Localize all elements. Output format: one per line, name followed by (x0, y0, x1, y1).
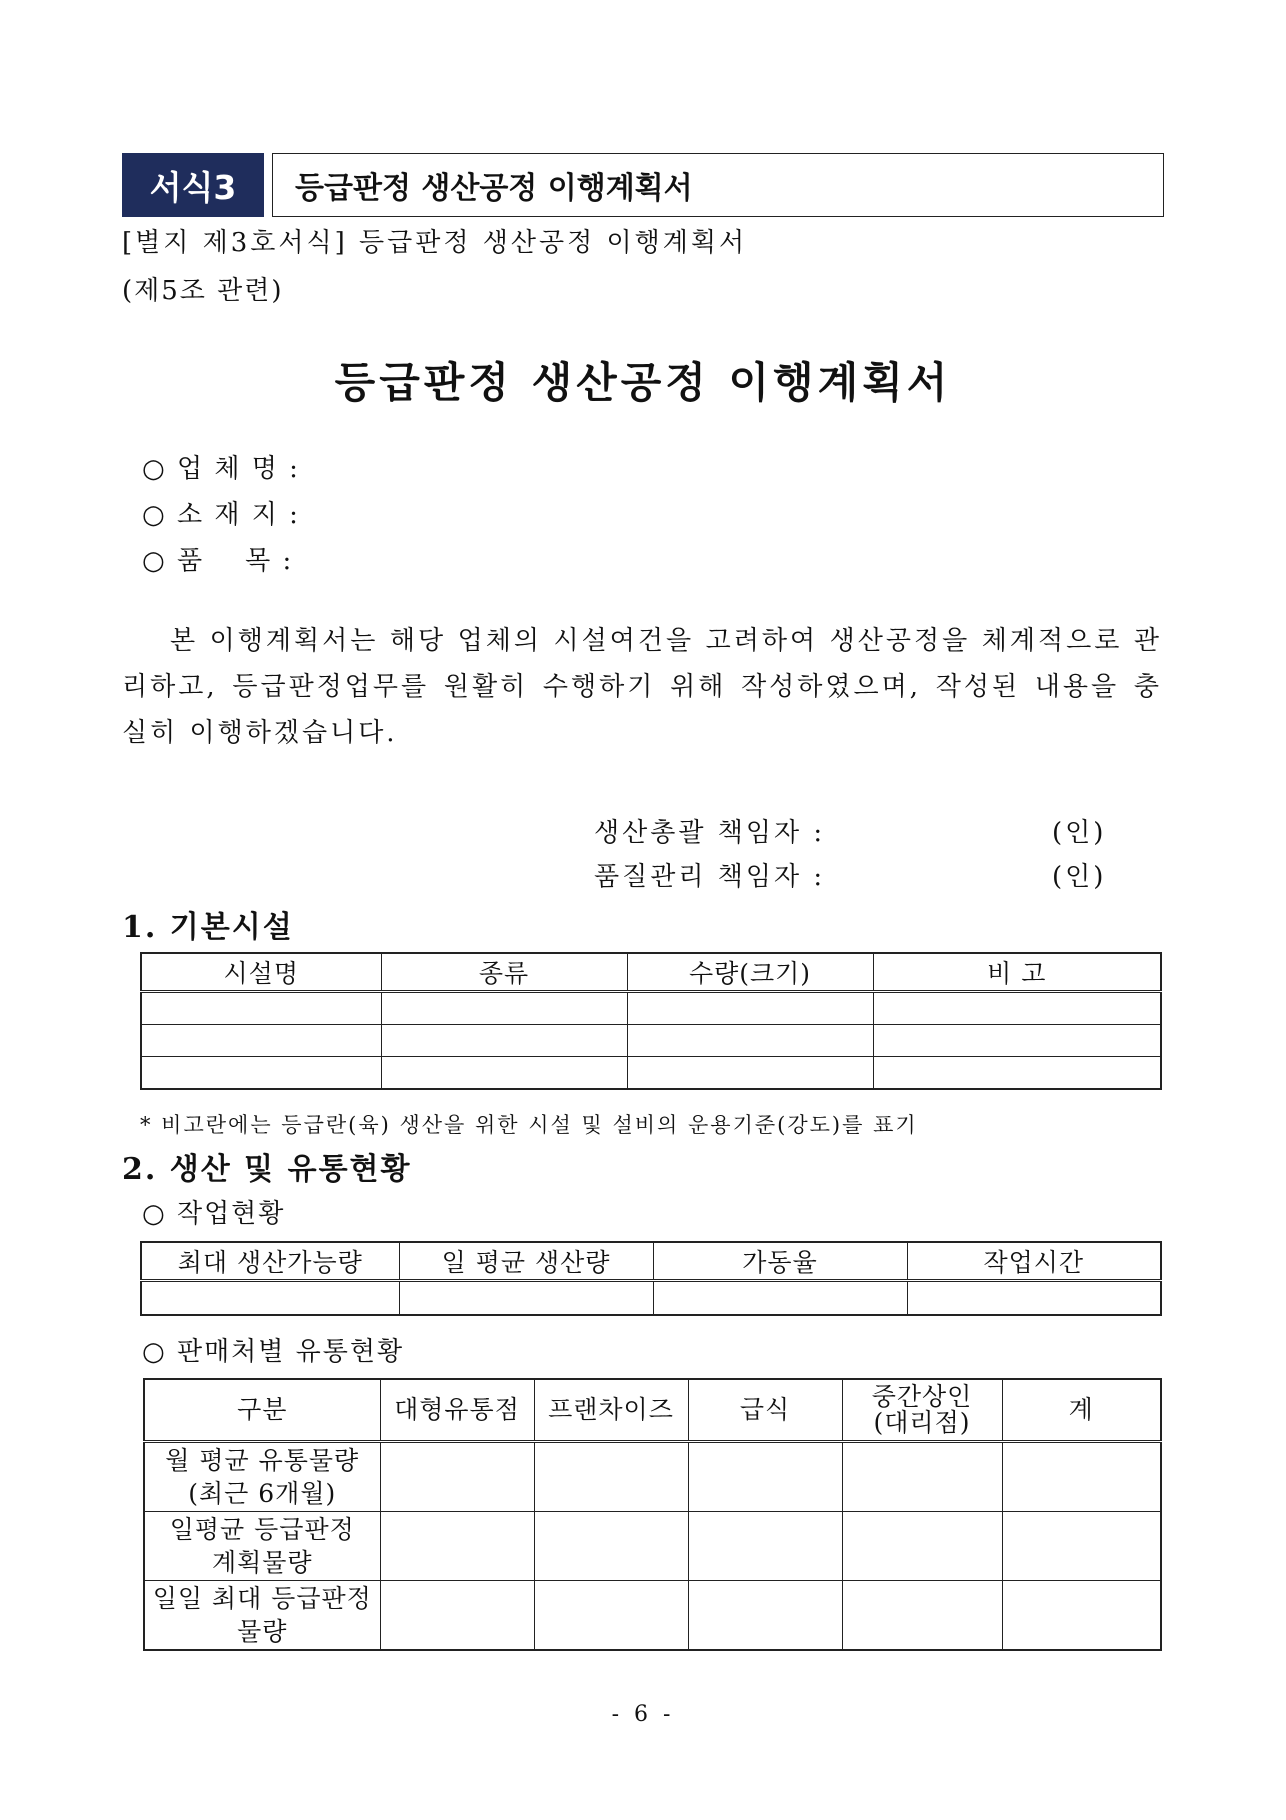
table-cell[interactable] (381, 1057, 627, 1090)
table-row (141, 992, 1161, 1025)
table-row (144, 1581, 1161, 1651)
table-cell[interactable] (688, 1581, 842, 1651)
table-cell[interactable] (380, 1442, 534, 1512)
form-reference: [별지 제3호서식] 등급판정 생산공정 이행계획서 (122, 228, 748, 258)
table-cell[interactable] (141, 992, 381, 1025)
work-status-table (140, 1241, 1162, 1316)
table-cell[interactable] (842, 1581, 1002, 1651)
info-item: ○ 품 목 : (142, 546, 294, 576)
work-status-label: ○ 작업현황 (142, 1199, 286, 1229)
table-cell[interactable] (653, 1281, 907, 1316)
table-cell[interactable] (1002, 1512, 1161, 1581)
table-cell[interactable] (380, 1512, 534, 1581)
related-article: (제5조 관련) (122, 276, 284, 306)
table-cell[interactable] (141, 1025, 381, 1057)
col-header: 일 평균 생산량 (399, 1242, 653, 1281)
table-row (144, 1512, 1161, 1581)
table-cell[interactable] (627, 992, 873, 1025)
table-cell[interactable] (381, 1025, 627, 1057)
col-header: 가동율 (653, 1242, 907, 1281)
table-cell[interactable] (534, 1581, 688, 1651)
table-header-row (141, 953, 1161, 992)
table-cell[interactable] (1002, 1442, 1161, 1512)
table-header-row (144, 1379, 1161, 1442)
header-title: 등급판정 생산공정 이행계획서 (295, 171, 693, 206)
table-cell[interactable] (907, 1281, 1161, 1316)
col-header: 수량(크기) (627, 953, 873, 992)
table-row (141, 1057, 1161, 1090)
table-row (141, 1281, 1161, 1316)
section1-note: * 비고란에는 등급란(육) 생산을 위한 시설 및 설비의 운용기준(강도)를 표기 (140, 1113, 918, 1137)
table-cell[interactable] (399, 1281, 653, 1316)
row-label: 일일 최대 등급판정 물량 (144, 1581, 380, 1651)
col-header: 대형유통점 (380, 1379, 534, 1442)
col-header: 시설명 (141, 953, 381, 992)
table-cell[interactable] (1002, 1581, 1161, 1651)
info-company-name: ○ 업 체 명 : (142, 454, 300, 484)
table-cell[interactable] (141, 1281, 399, 1316)
row-label: 일평균 등급판정 계획물량 (144, 1512, 380, 1581)
col-header: 작업시간 (907, 1242, 1161, 1281)
header-title-box (272, 153, 1164, 217)
signature-quality-seal: (인) (1052, 862, 1107, 892)
table-cell[interactable] (842, 1512, 1002, 1581)
table-cell[interactable] (688, 1442, 842, 1512)
col-header: 비 고 (873, 953, 1161, 992)
col-header: 구분 (144, 1379, 380, 1442)
col-header: 중간상인 (대리점) (842, 1379, 1002, 1442)
col-header: 종류 (381, 953, 627, 992)
table-cell[interactable] (873, 992, 1161, 1025)
signature-production-seal: (인) (1052, 818, 1107, 848)
basic-facilities-table (140, 952, 1162, 1090)
table-cell[interactable] (627, 1057, 873, 1090)
distribution-table (143, 1378, 1162, 1651)
document-title: 등급판정 생산공정 이행계획서 (334, 358, 952, 407)
table-row (144, 1442, 1161, 1512)
page-number: - 6 - (611, 1702, 675, 1727)
col-header: 프랜차이즈 (534, 1379, 688, 1442)
form-badge: 서식3 (122, 153, 264, 217)
table-row (141, 1025, 1161, 1057)
table-cell[interactable] (381, 992, 627, 1025)
table-cell[interactable] (688, 1512, 842, 1581)
distribution-label: ○ 판매처별 유통현황 (142, 1337, 405, 1367)
col-header: 최대 생산가능량 (141, 1242, 399, 1281)
col-header: 급식 (688, 1379, 842, 1442)
col-header: 계 (1002, 1379, 1161, 1442)
table-cell[interactable] (534, 1442, 688, 1512)
table-cell[interactable] (534, 1512, 688, 1581)
section1-heading: 1. 기본시설 (122, 910, 294, 945)
table-cell[interactable] (873, 1057, 1161, 1090)
table-header-row (141, 1242, 1161, 1281)
info-location: ○ 소 재 지 : (142, 500, 300, 530)
pledge-paragraph: 본 이행계획서는 해당 업체의 시설여건을 고려하여 생산공정을 체계적으로 관리하고, 등급판정업무를 원활히 수행하기 위해 작성하였으며, 작성된 내용을 충실히 이행하겠습니다. (122, 626, 1162, 748)
table-cell[interactable] (627, 1025, 873, 1057)
table-cell[interactable] (380, 1581, 534, 1651)
signature-production-label: 생산총괄 책임자 : (594, 818, 826, 848)
section2-heading: 2. 생산 및 유통현황 (122, 1152, 412, 1187)
signature-quality-label: 품질관리 책임자 : (594, 862, 826, 892)
table-cell[interactable] (842, 1442, 1002, 1512)
table-cell[interactable] (141, 1057, 381, 1090)
row-label: 월 평균 유통물량 (최근 6개월) (144, 1442, 380, 1512)
table-cell[interactable] (873, 1025, 1161, 1057)
